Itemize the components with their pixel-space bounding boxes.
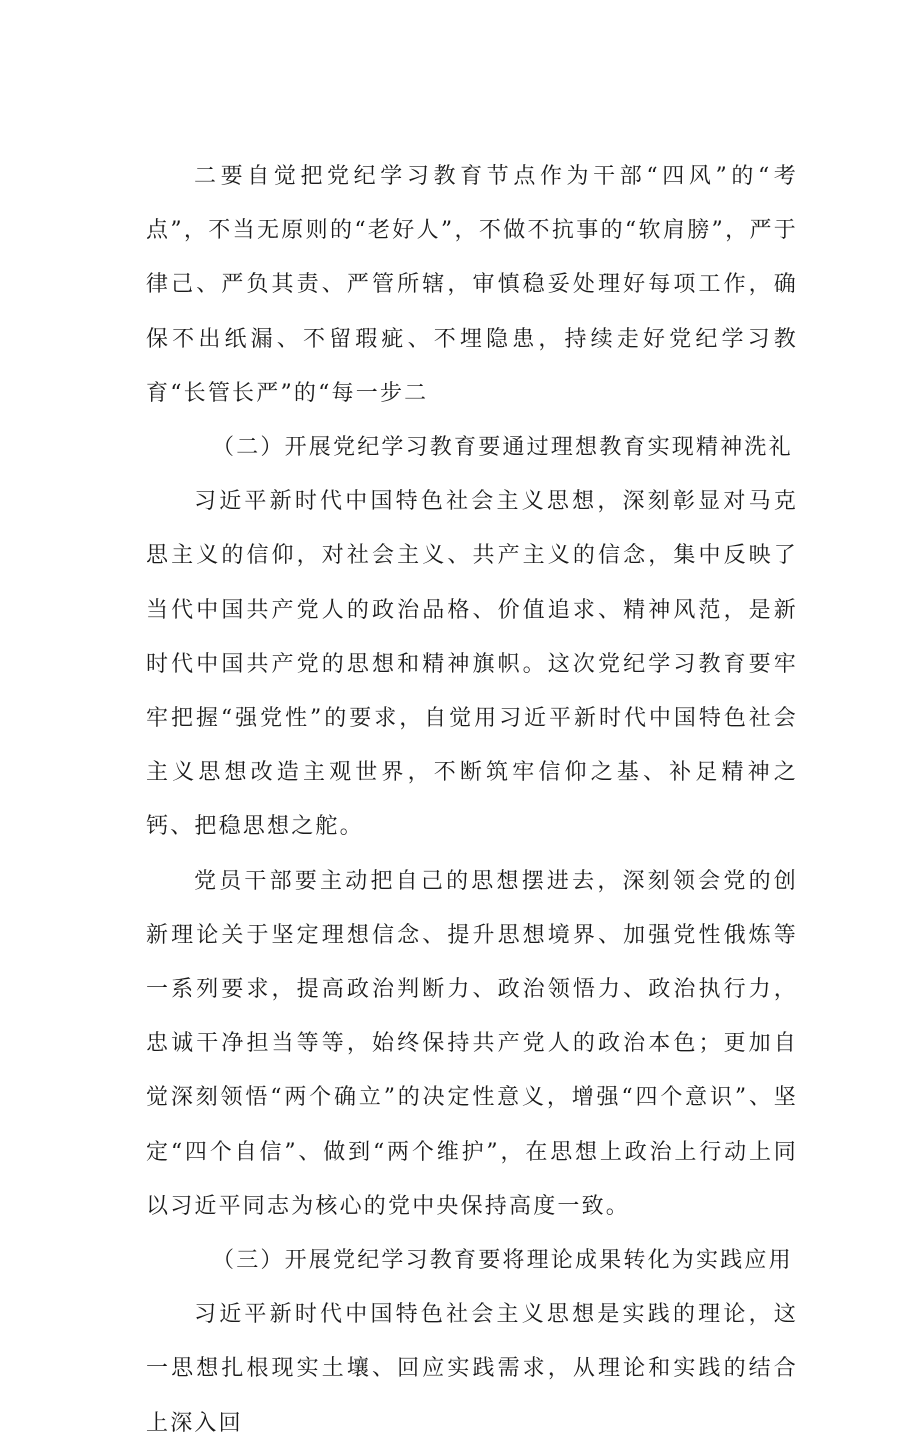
document-body xyxy=(146,150,798,1451)
paragraph-thought-banner: 习近平新时代中国特色社会主义思想，深刻彰显对马克思主义的信仰，对社会主义、共产主义的信念，集中反映了当代中国共产党人的政治品格、价值追求、精神风范，是新时代中国共产党的思想和精神旗帜。这次党纪学习教育要牢牢把握“强党性”的要求，自觉用习近平新时代中国特色社会主义思想改造主观世界，不断筑牢信仰之基、补足精神之钙、把稳思想之舵。 xyxy=(146,489,798,840)
section-heading-ideal-education: （二）开展党纪学习教育要通过理想教育实现精神洗礼 xyxy=(212,435,793,461)
paragraph-practical-theory: 习近平新时代中国特色社会主义思想是实践的理论，这一思想扎根现实土壤、回应实践需求，从理论和实践的结合上深入回 xyxy=(146,1302,798,1436)
section-heading-practice-application: （三）开展党纪学习教育要将理论成果转化为实践应用 xyxy=(212,1248,793,1274)
paragraph-cadre-conduct: 二要自觉把党纪学习教育节点作为干部“四风”的“考点”，不当无原则的“老好人”，不做不抗事的“软肩膀”，严于律己、严负其责、严管所辖，审慎稳妥处理好每项工作，确保不出纸漏、不留瑕疵、不埋隐患，持续走好党纪学习教育“长管长严”的“每一步二 xyxy=(146,164,798,406)
paragraph-party-members: 党员干部要主动把自己的思想摆进去，深刻领会党的创新理论关于坚定理想信念、提升思想境界、加强党性俄炼等一系列要求，提高政治判断力、政治领悟力、政治执行力，忠诚干净担当等等，始终保持共产党人的政治本色；更加自觉深刻领悟“两个确立”的决定性意义，增强“四个意识”、坚定“四个自信”、做到“两个维护”，在思想上政治上行动上同以习近平同志为核心的党中央保持高度一致。 xyxy=(146,868,798,1219)
